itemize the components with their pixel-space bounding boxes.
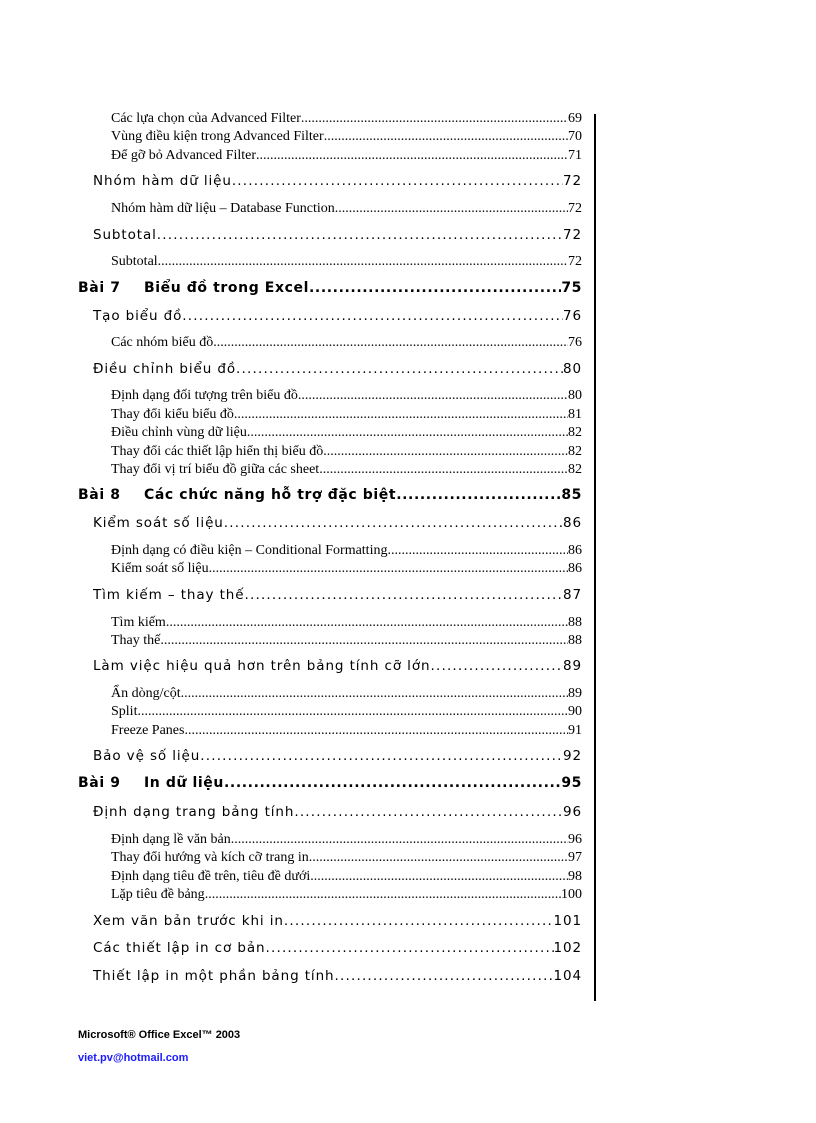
toc-entry-title: Các lựa chọn của Advanced Filter bbox=[111, 111, 301, 126]
dot-leader bbox=[166, 615, 568, 631]
toc-section-entry[interactable] bbox=[93, 913, 582, 933]
dot-leader bbox=[244, 587, 563, 603]
toc-page-number: 86 bbox=[563, 515, 582, 531]
dot-leader bbox=[310, 869, 568, 885]
toc-entry-title: Nhóm hàm dữ liệu – Database Function bbox=[111, 201, 335, 216]
toc-entry-title: Ẩn dòng/cột bbox=[111, 686, 181, 701]
toc-subsection-entry[interactable] bbox=[111, 148, 582, 168]
toc-entry-title: Bảo vệ số liệu bbox=[93, 748, 201, 764]
toc-subsection-entry[interactable] bbox=[111, 704, 582, 724]
toc-section-entry[interactable] bbox=[93, 361, 582, 381]
dot-leader bbox=[324, 129, 568, 145]
toc-page-number: 87 bbox=[563, 587, 582, 603]
toc-page-number: 70 bbox=[568, 129, 582, 144]
toc-section-entry[interactable] bbox=[93, 940, 582, 960]
toc-page-number: 91 bbox=[568, 723, 582, 738]
toc-page-number: 80 bbox=[563, 361, 582, 377]
toc-subsection-entry[interactable] bbox=[111, 254, 582, 274]
toc-page-number: 71 bbox=[568, 148, 582, 163]
dot-leader bbox=[247, 425, 568, 441]
toc-entry-title: Tìm kiếm – thay thế bbox=[93, 587, 245, 603]
toc-page-number: 69 bbox=[568, 111, 582, 126]
toc-subsection-entry[interactable] bbox=[111, 615, 582, 635]
dot-leader bbox=[265, 940, 553, 956]
toc-page-number: 82 bbox=[568, 444, 582, 459]
footer-email-link[interactable]: viet.pv@hotmail.com bbox=[78, 1052, 189, 1064]
toc-page-number: 76 bbox=[568, 335, 582, 350]
toc-page-number: 82 bbox=[568, 425, 582, 440]
toc-subsection-entry[interactable] bbox=[111, 561, 582, 581]
toc-page-number: 82 bbox=[568, 462, 582, 477]
toc-entry-title: Thay đổi kiểu biểu đồ bbox=[111, 407, 234, 422]
toc-subsection-entry[interactable] bbox=[111, 633, 582, 653]
toc-entry-title: Định dạng tiêu đề trên, tiêu đề dưới bbox=[111, 869, 311, 884]
toc-section-entry[interactable] bbox=[93, 804, 582, 824]
margin-rule bbox=[594, 114, 596, 1001]
dot-leader bbox=[137, 704, 568, 720]
dot-leader bbox=[184, 723, 568, 739]
toc-page-number: 104 bbox=[553, 968, 582, 984]
toc-lesson-number: Bài 8 bbox=[78, 487, 121, 503]
toc-page-number: 97 bbox=[568, 850, 582, 865]
toc-lesson-entry[interactable] bbox=[78, 487, 582, 507]
toc-lesson-title: Các chức năng hỗ trợ đặc biệt bbox=[144, 487, 397, 503]
dot-leader bbox=[335, 201, 568, 217]
toc-entry-title: Freeze Panes bbox=[111, 723, 185, 738]
toc-page-number: 88 bbox=[568, 633, 582, 648]
toc-subsection-entry[interactable] bbox=[111, 462, 582, 482]
toc-page-number: 101 bbox=[553, 913, 582, 929]
toc-section-entry[interactable] bbox=[93, 515, 582, 535]
toc-subsection-entry[interactable] bbox=[111, 388, 582, 408]
toc-subsection-entry[interactable] bbox=[111, 850, 582, 870]
toc-entry-title: Vùng điều kiện trong Advanced Filter bbox=[111, 129, 324, 144]
toc-subsection-entry[interactable] bbox=[111, 832, 582, 852]
toc-page-number: 89 bbox=[563, 658, 582, 674]
toc-entry-title bbox=[78, 280, 309, 296]
toc-section-entry[interactable] bbox=[93, 227, 582, 247]
toc-entry-title: Làm việc hiệu quả hơn trên bảng tính cỡ lớn bbox=[93, 658, 431, 674]
toc-page-number: 86 bbox=[568, 543, 582, 558]
toc-page-number: 92 bbox=[563, 748, 582, 764]
dot-leader bbox=[232, 173, 563, 189]
dot-leader bbox=[157, 227, 563, 243]
toc-entry-title: Thay thế bbox=[111, 633, 161, 648]
toc-entry-title: Các nhóm biểu đồ bbox=[111, 335, 214, 350]
toc-page-number: 75 bbox=[561, 280, 582, 296]
toc-subsection-entry[interactable] bbox=[111, 869, 582, 889]
toc-entry-title: Xem văn bản trước khi in bbox=[93, 913, 284, 929]
toc-entry-title: Nhóm hàm dữ liệu bbox=[93, 173, 232, 189]
dot-leader bbox=[224, 775, 561, 791]
dot-leader bbox=[181, 686, 568, 702]
dot-leader bbox=[301, 111, 568, 127]
toc-entry-title: Các thiết lập in cơ bản bbox=[93, 940, 266, 956]
toc-page-number: 90 bbox=[568, 704, 582, 719]
dot-leader bbox=[323, 444, 568, 460]
toc-page-number: 76 bbox=[563, 308, 582, 324]
toc-subsection-entry[interactable] bbox=[111, 425, 582, 445]
toc-entry-title: Định dạng đối tượng trên biểu đồ bbox=[111, 388, 298, 403]
toc-page-number: 102 bbox=[553, 940, 582, 956]
toc-subsection-entry[interactable] bbox=[111, 543, 582, 563]
toc-entry-title: Thiết lập in một phần bảng tính bbox=[93, 968, 335, 984]
dot-leader bbox=[205, 887, 561, 903]
dot-leader bbox=[309, 850, 568, 866]
dot-leader bbox=[256, 148, 568, 164]
toc-page-number: 72 bbox=[568, 201, 582, 216]
toc-page-number: 96 bbox=[563, 804, 582, 820]
toc-entry-title: Điều chỉnh biểu đồ bbox=[93, 361, 236, 377]
toc-section-entry[interactable] bbox=[93, 308, 582, 328]
toc-section-entry[interactable] bbox=[93, 748, 582, 768]
dot-leader bbox=[160, 633, 568, 649]
dot-leader bbox=[319, 462, 568, 478]
dot-leader bbox=[209, 561, 568, 577]
toc-lesson-number: Bài 7 bbox=[78, 280, 121, 296]
toc-page-number: 80 bbox=[568, 388, 582, 403]
toc-page-number: 88 bbox=[568, 615, 582, 630]
toc-subsection-entry[interactable] bbox=[111, 335, 582, 355]
toc-section-entry[interactable] bbox=[93, 658, 582, 678]
toc-page-number: 72 bbox=[568, 254, 582, 269]
toc-page-number: 95 bbox=[561, 775, 582, 791]
dot-leader bbox=[158, 254, 568, 270]
toc-subsection-entry[interactable] bbox=[111, 129, 582, 149]
toc-entry-title bbox=[78, 775, 224, 791]
toc-page-number: 89 bbox=[568, 686, 582, 701]
toc-page-number: 72 bbox=[563, 173, 582, 189]
dot-leader bbox=[224, 515, 563, 531]
toc-lesson-entry[interactable] bbox=[78, 775, 582, 795]
dot-leader bbox=[387, 543, 568, 559]
toc-entry-title: Tạo biểu đồ bbox=[93, 308, 183, 324]
toc-lesson-title: In dữ liệu bbox=[144, 775, 224, 791]
dot-leader bbox=[309, 280, 561, 296]
toc-page-number: 98 bbox=[568, 869, 582, 884]
dot-leader bbox=[200, 748, 563, 764]
footer-product: Microsoft® Office Excel™ 2003 bbox=[78, 1029, 241, 1041]
toc-entry-title: Định dạng có điều kiện – Conditional Formatting bbox=[111, 543, 388, 558]
toc-lesson-number: Bài 9 bbox=[78, 775, 121, 791]
toc-entry-title bbox=[78, 487, 396, 503]
dot-leader bbox=[334, 968, 553, 984]
dot-leader bbox=[294, 804, 563, 820]
toc-entry-title: Tìm kiếm bbox=[111, 615, 166, 630]
dot-leader bbox=[231, 832, 568, 848]
toc-page-number: 96 bbox=[568, 832, 582, 847]
toc-entry-title: Để gỡ bỏ Advanced Filter bbox=[111, 148, 257, 163]
toc-entry-title: Thay đổi vị trí biểu đồ giữa các sheet bbox=[111, 462, 320, 477]
toc-entry-title: Định dạng lề văn bản bbox=[111, 832, 231, 847]
toc-section-entry[interactable] bbox=[93, 173, 582, 193]
toc-entry-title: Định dạng trang bảng tính bbox=[93, 804, 295, 820]
toc-page-number: 72 bbox=[563, 227, 582, 243]
toc-page-number: 85 bbox=[561, 487, 582, 503]
toc-entry-title: Lặp tiêu đề bảng bbox=[111, 887, 205, 902]
toc-entry-title: Subtotal bbox=[93, 227, 157, 243]
toc-entry-title: Split bbox=[111, 704, 138, 719]
toc-subsection-entry[interactable] bbox=[111, 201, 582, 221]
toc-entry-title: Kiểm soát số liệu bbox=[111, 561, 209, 576]
toc-subsection-entry[interactable] bbox=[111, 887, 582, 907]
toc-subsection-entry[interactable] bbox=[111, 723, 582, 743]
toc-lesson-entry[interactable] bbox=[78, 280, 582, 300]
toc-subsection-entry[interactable] bbox=[111, 407, 582, 427]
dot-leader bbox=[430, 658, 563, 674]
toc-subsection-entry[interactable] bbox=[111, 686, 582, 706]
toc-section-entry[interactable] bbox=[93, 587, 582, 607]
dot-leader bbox=[213, 335, 568, 351]
dot-leader bbox=[236, 361, 563, 377]
toc-page-number: 100 bbox=[561, 887, 582, 902]
toc-entry-title: Subtotal bbox=[111, 254, 158, 269]
toc-page-number: 86 bbox=[568, 561, 582, 576]
toc-entry-title: Kiểm soát số liệu bbox=[93, 515, 224, 531]
toc-entry-title: Thay đổi hướng và kích cỡ trang in bbox=[111, 850, 309, 865]
dot-leader bbox=[284, 913, 554, 929]
toc-subsection-entry[interactable] bbox=[111, 444, 582, 464]
toc-subsection-entry[interactable] bbox=[111, 111, 582, 131]
toc-lesson-title: Biểu đồ trong Excel bbox=[144, 280, 309, 296]
toc-entry-title: Thay đổi các thiết lập hiển thị biểu đồ bbox=[111, 444, 324, 459]
toc-page-number: 81 bbox=[568, 407, 582, 422]
dot-leader bbox=[396, 487, 561, 503]
dot-leader bbox=[182, 308, 563, 324]
dot-leader bbox=[298, 388, 568, 404]
dot-leader bbox=[234, 407, 568, 423]
toc-section-entry[interactable] bbox=[93, 968, 582, 988]
toc-entry-title: Điều chỉnh vùng dữ liệu bbox=[111, 425, 247, 440]
